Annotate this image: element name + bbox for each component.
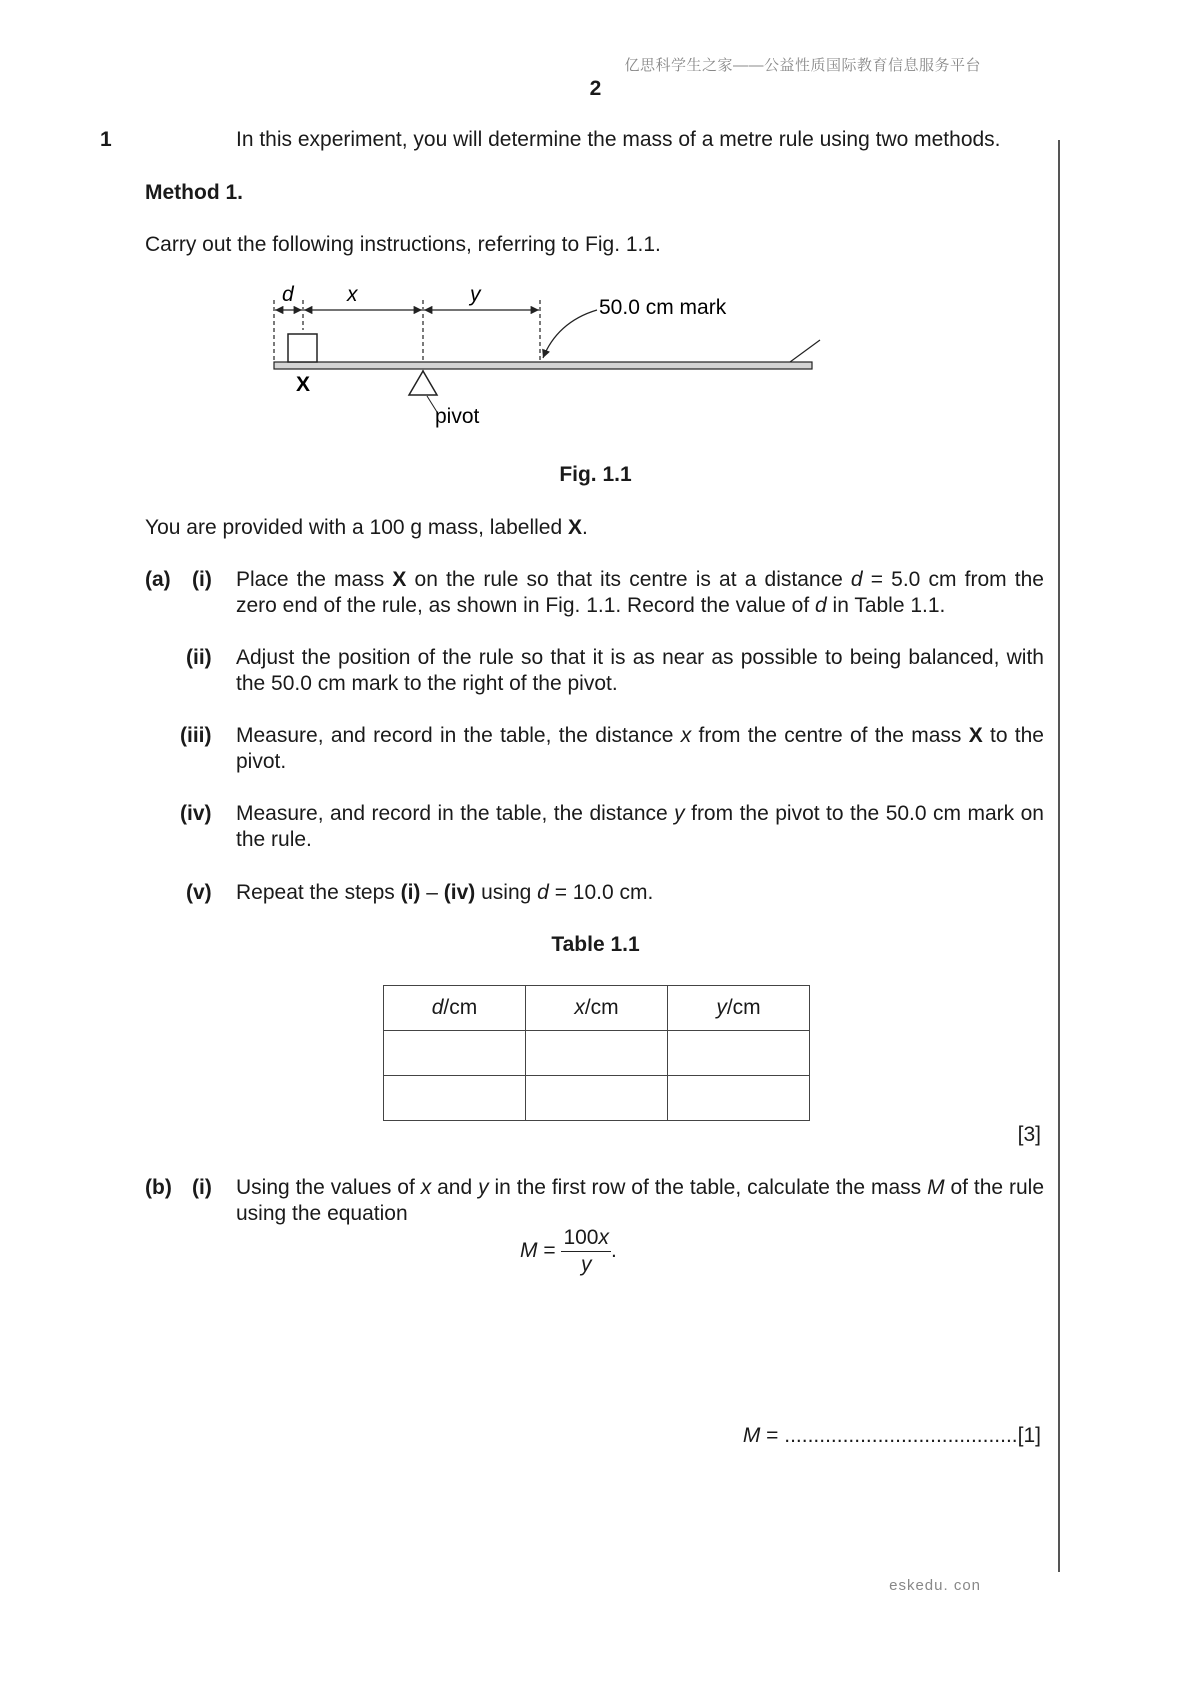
figure-caption: Fig. 1.1 xyxy=(559,463,632,486)
site-footer-url: eskedu. con xyxy=(889,1577,981,1594)
label-mass-x: X xyxy=(296,373,311,396)
results-table xyxy=(383,985,810,1121)
method-heading: Method 1. xyxy=(145,181,243,204)
answer-line-m: M = ........................................[1] xyxy=(742,1424,1041,1447)
part-a-i-label: (i) xyxy=(192,568,212,591)
part-a-v-text: Repeat the steps (i) – (iv) using d = 10.0 cm. xyxy=(236,881,654,904)
table-row xyxy=(384,1076,810,1121)
table-cell[interactable] xyxy=(384,1076,526,1121)
table-header-d: d/cm xyxy=(384,986,526,1031)
table-header-y: y/cm xyxy=(668,986,810,1031)
table-row xyxy=(384,1031,810,1076)
part-a-i-text: Place the mass X on the rule so that its centre is at a distance d = 5.0 cm from the zero end of the rule, as shown in Fig. 1.1. Record the value of d in Table 1.1. xyxy=(236,568,1044,617)
rule-break-line xyxy=(790,340,820,362)
table-cell[interactable] xyxy=(526,1076,668,1121)
part-a-ii-text: Adjust the position of the rule so that it is as near as possible to being balanced, with the 50.0 cm mark to the right of the pivot. xyxy=(236,646,1044,695)
part-a-v-label: (v) xyxy=(186,881,212,904)
label-y: y xyxy=(470,283,481,306)
table-cell[interactable] xyxy=(384,1031,526,1076)
part-a-iv-text: Measure, and record in the table, the distance y from the pivot to the 50.0 cm mark on the rule. xyxy=(236,802,1044,851)
part-a-iii-text: Measure, and record in the table, the distance x from the centre of the mass X to the pivot. xyxy=(236,724,1044,773)
instruction-text: Carry out the following instructions, referring to Fig. 1.1. xyxy=(145,233,661,256)
part-a-ii-label: (ii) xyxy=(186,646,212,669)
question-number: 1 xyxy=(100,128,112,151)
part-b-i-text: Using the values of x and y in the first row of the table, calculate the mass M of the rule using the equation xyxy=(236,1176,1044,1225)
mass-x-block xyxy=(288,334,317,362)
mass-equation: M = $\frac{100x}{y}$ . xyxy=(520,1226,617,1276)
part-a-iii-label: (iii) xyxy=(180,724,212,747)
provided-text: You are provided with a 100 g mass, labelled X. xyxy=(145,516,588,539)
pivot-triangle xyxy=(409,371,437,395)
label-d: d xyxy=(282,283,294,306)
label-x: x xyxy=(347,283,358,306)
mark-50cm-pointer xyxy=(543,310,597,358)
page-number: 2 xyxy=(589,77,602,100)
label-pivot: pivot xyxy=(435,405,480,428)
site-header-text: 亿思科学生之家——公益性质国际教育信息服务平台 xyxy=(624,57,981,74)
table-header-x: x/cm xyxy=(526,986,668,1031)
table-cell[interactable] xyxy=(668,1076,810,1121)
part-b-i-label: (i) xyxy=(192,1176,212,1199)
answer-dots-field[interactable]: ........................................ xyxy=(784,1424,1018,1447)
label-50cm-mark: 50.0 cm mark xyxy=(599,296,727,319)
table-cell[interactable] xyxy=(668,1031,810,1076)
equation-fraction: $\frac{100x}{y}$ xyxy=(563,1226,609,1276)
question-intro: In this experiment, you will determine the mass of a metre rule using two methods. xyxy=(236,128,1001,151)
table-cell[interactable] xyxy=(526,1031,668,1076)
part-a-marks: [3] xyxy=(1017,1123,1041,1146)
metre-rule xyxy=(274,362,812,369)
part-a-label: (a) xyxy=(145,568,171,591)
table-header-row xyxy=(384,986,810,1031)
part-b-label: (b) xyxy=(145,1176,172,1199)
table-caption: Table 1.1 xyxy=(551,933,640,956)
figure-balance-diagram xyxy=(0,0,1191,460)
part-a-iv-label: (iv) xyxy=(180,802,212,825)
